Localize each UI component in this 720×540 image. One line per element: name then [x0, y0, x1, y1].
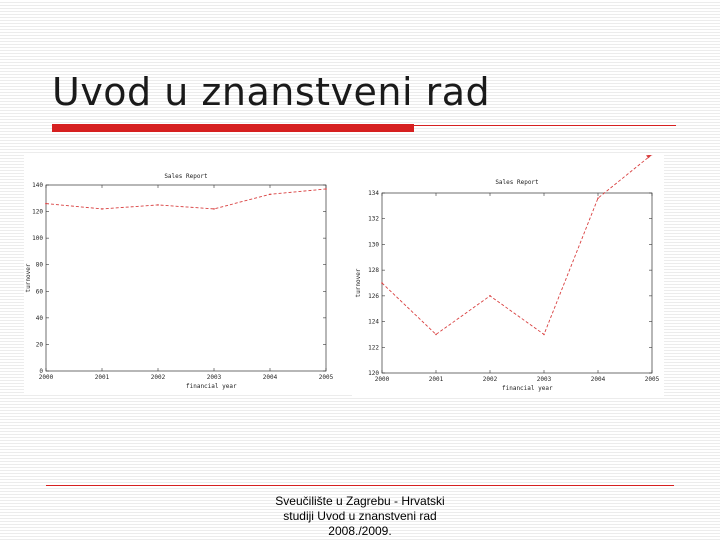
- footer-line-3: 2008./2009.: [328, 524, 392, 538]
- footer-line-2: studiji Uvod u znanstveni rad: [283, 509, 437, 523]
- x-tick-label: 2003: [536, 376, 552, 383]
- x-tick-label: 2001: [94, 374, 110, 381]
- footer-rule: [46, 485, 674, 486]
- plot-frame: [382, 193, 652, 373]
- series-line: [46, 189, 326, 209]
- chart-left: [24, 155, 354, 395]
- data-point: [325, 188, 327, 190]
- footer-text: [240, 494, 480, 539]
- x-tick-label: 2003: [206, 374, 222, 381]
- y-tick-label: 60: [35, 288, 43, 296]
- data-point: [381, 282, 383, 284]
- x-axis-label: financial year: [502, 385, 553, 392]
- data-point: [157, 204, 159, 206]
- x-tick-label: 2000: [374, 376, 390, 383]
- data-point: [269, 194, 271, 196]
- x-tick-label: 2005: [318, 374, 334, 381]
- data-point: [489, 295, 491, 297]
- data-point: [101, 208, 103, 210]
- chart-title: Sales Report: [164, 173, 208, 180]
- y-tick-label: 126: [368, 292, 379, 300]
- y-tick-label: 122: [368, 344, 379, 352]
- x-axis-label: financial year: [186, 383, 237, 390]
- y-tick-label: 128: [368, 267, 379, 275]
- y-tick-label: 134: [368, 190, 379, 197]
- slide-title: Uvod u znanstveni rad: [52, 70, 491, 114]
- x-tick-label: 2001: [428, 376, 444, 383]
- y-tick-label: 40: [35, 314, 43, 322]
- x-tick-label: 2004: [590, 376, 606, 383]
- y-tick-label: 20: [35, 341, 43, 349]
- y-tick-label: 120: [368, 370, 379, 377]
- data-point: [213, 208, 215, 210]
- y-tick-label: 140: [32, 182, 43, 189]
- title-underline-bar: [52, 124, 414, 132]
- footer-line-1: Sveučilište u Zagrebu - Hrvatski: [275, 494, 445, 508]
- y-tick-label: 80: [35, 261, 43, 269]
- y-axis-label: turnover: [355, 268, 362, 298]
- x-tick-label: 2004: [262, 374, 278, 381]
- y-tick-label: 132: [368, 215, 379, 223]
- title-underline-rule: [414, 125, 676, 126]
- x-tick-label: 2000: [38, 374, 54, 381]
- data-point: [45, 203, 47, 205]
- chart-title: Sales Report: [495, 179, 539, 186]
- x-tick-label: 2005: [644, 376, 660, 383]
- data-point: [597, 197, 599, 199]
- x-tick-label: 2002: [150, 374, 166, 381]
- x-tick-label: 2002: [482, 376, 498, 383]
- y-tick-label: 120: [32, 208, 43, 216]
- chart-right: [352, 155, 664, 397]
- y-tick-label: 100: [32, 235, 43, 243]
- plot-frame: [46, 185, 326, 371]
- y-tick-label: 0: [39, 368, 43, 375]
- y-tick-label: 124: [368, 318, 379, 326]
- data-point: [543, 334, 545, 336]
- y-tick-label: 130: [368, 241, 379, 249]
- data-point: [435, 334, 437, 336]
- line-chart-full-scale: [24, 155, 354, 395]
- line-chart-zoomed-scale: [352, 155, 664, 397]
- y-axis-label: turnover: [25, 263, 32, 293]
